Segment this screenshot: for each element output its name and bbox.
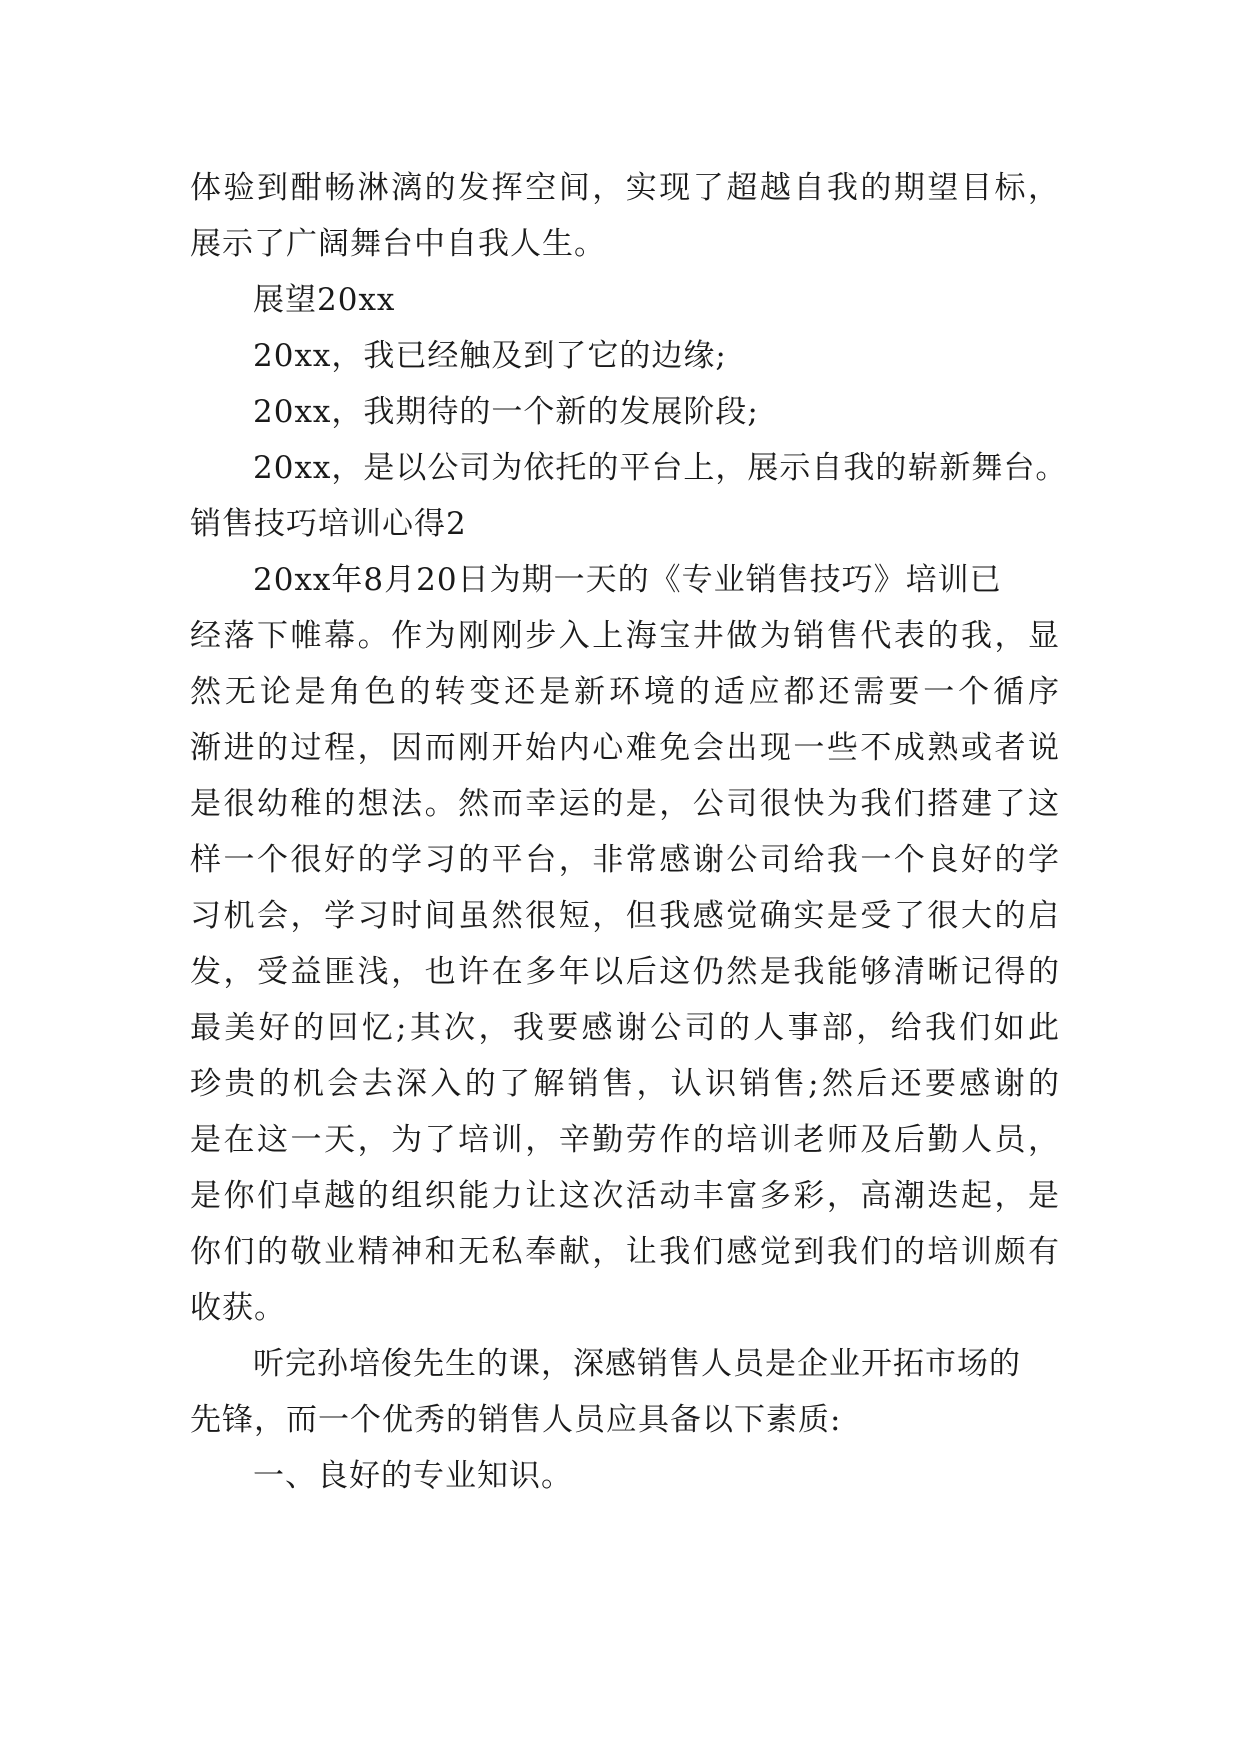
- document-heading: 销售技巧培训心得2: [190, 506, 467, 542]
- paragraph-line: 经落下帷幕。作为刚刚步入上海宝井做为销售代表的我，显: [190, 618, 1060, 654]
- list-item: 一、良好的专业知识。: [253, 1458, 573, 1494]
- paragraph-line: 先锋，而一个优秀的销售人员应具备以下素质:: [190, 1402, 842, 1438]
- paragraph-line: 20xx，我期待的一个新的发展阶段;: [253, 394, 759, 430]
- paragraph-line: 是在这一天，为了培训，辛勤劳作的培训老师及后勤人员，: [190, 1122, 1060, 1158]
- paragraph-line: 是很幼稚的想法。然而幸运的是，公司很快为我们搭建了这: [190, 786, 1060, 822]
- paragraph-line: 你们的敬业精神和无私奉献，让我们感觉到我们的培训颇有: [190, 1234, 1060, 1270]
- paragraph-line: 然无论是角色的转变还是新环境的适应都还需要一个循序: [190, 674, 1060, 710]
- paragraph-line: 发，受益匪浅，也许在多年以后这仍然是我能够清晰记得的: [190, 954, 1060, 990]
- paragraph-line: 20xx年8月20日为期一天的《专业销售技巧》培训已: [253, 562, 1002, 598]
- paragraph-line: 听完孙培俊先生的课，深感销售人员是企业开拓市场的: [253, 1346, 1021, 1382]
- document-body: [190, 160, 1068, 1504]
- paragraph-line: 是你们卓越的组织能力让这次活动丰富多彩，高潮迭起，是: [190, 1178, 1060, 1214]
- paragraph-line: 展示了广阔舞台中自我人生。: [190, 226, 606, 262]
- paragraph-line: 体验到酣畅淋漓的发挥空间，实现了超越自我的期望目标，: [190, 170, 1060, 206]
- paragraph-line: 习机会，学习时间虽然很短，但我感觉确实是受了很大的启: [190, 898, 1060, 934]
- paragraph-line: 20xx，我已经触及到了它的边缘;: [253, 338, 727, 374]
- paragraph-line: 收获。: [190, 1290, 286, 1326]
- paragraph-line: 20xx，是以公司为依托的平台上，展示自我的崭新舞台。: [253, 450, 1068, 486]
- paragraph-line: 样一个很好的学习的平台，非常感谢公司给我一个良好的学: [190, 842, 1060, 878]
- paragraph-line: 最美好的回忆;其次，我要感谢公司的人事部，给我们如此: [190, 1010, 1060, 1046]
- section-heading: 展望20xx: [253, 282, 396, 318]
- paragraph-line: 珍贵的机会去深入的了解销售，认识销售;然后还要感谢的: [190, 1066, 1060, 1102]
- paragraph-line: 渐进的过程，因而刚开始内心难免会出现一些不成熟或者说: [190, 730, 1060, 766]
